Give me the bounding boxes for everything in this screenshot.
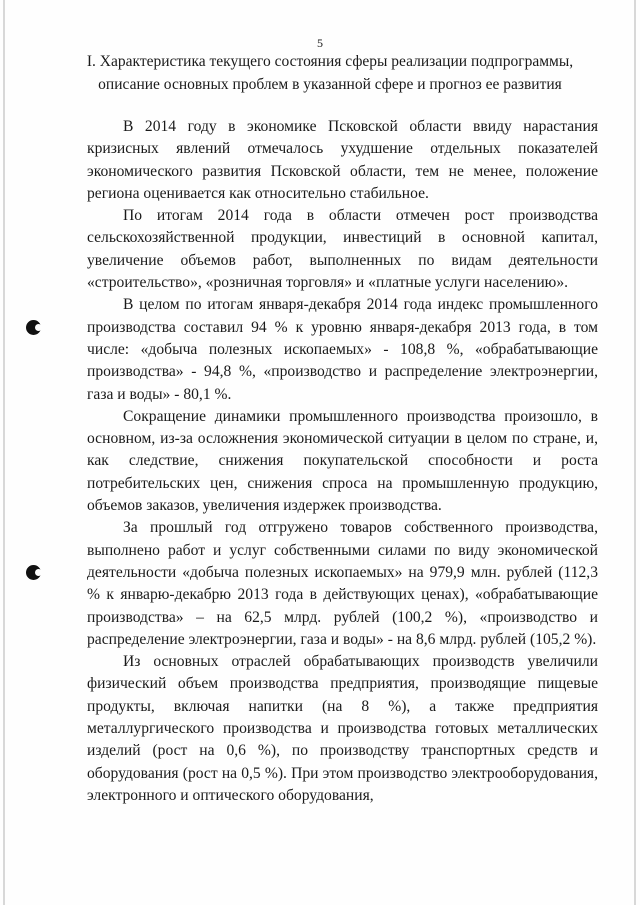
paragraph: Сокращение динамики промышленного производства произошло, в основном, из-за осложнения экономической ситуации в целом по стране, и, как следствие, снижения покупательской способности и роста потребительских цен, снижения спроса на промышленную продукцию, объемов заказов, увеличения издержек производства.: [87, 407, 598, 515]
page-number: 5: [317, 36, 323, 50]
punch-hole-top: [26, 320, 41, 335]
body-text: [87, 116, 598, 807]
paragraph: За прошлый год отгружено товаров собственного производства, выполнено работ и услуг собственными силами по виду экономической деятельности «добыча полезных ископаемых» на 979,9 млн. рублей (112,3 % к январю-декабрю 2013 года в действующих ценах), «обрабатывающие производства» – на 62,5 млрд. рублей (100,2 %), «производство и распределение электроэнергии, газа и воды» - на 8,6 млрд. рублей (105,2 %).: [87, 519, 598, 648]
paragraph: Из основных отраслей обрабатывающих производств увеличили физический объем производства предприятия, производящие пищевые продукты, включая напитки (на 8 %), а также предприятия металлургического производства и производства готовых металлических изделий (рост на 0,6 %), по производству транспортных средств и оборудования (рост на 0,5 %). При этом производство электрооборудования, электронного и оптического оборудования,: [87, 653, 598, 804]
page-edge-left: [3, 0, 5, 905]
page-edge-right: [634, 0, 636, 905]
paragraph: По итогам 2014 года в области отмечен рост производства сельскохозяйственной продукции, инвестиций в основной капитал, увеличение объемов работ, выполненных по видам деятельности «строительство», «розничная торговля» и «платные услуги населению».: [87, 207, 598, 292]
section-heading: I. Характеристика текущего состояния сферы реализации подпрограммы, описание основных проблем в указанной сфере и прогноз ее развития: [86, 53, 574, 93]
paragraph: В целом по итогам января-декабря 2014 года индекс промышленного производства составил 94 % к уровню января-декабря 2013 года, в том числе: «добыча полезных ископаемых» - 108,8 %, «обрабатывающие производства» - 94,8 %, «производство и распределение электроэнергии, газа и воды» - 80,1 %.: [87, 296, 598, 403]
paragraph: В 2014 году в экономике Псковской области ввиду нарастания кризисных явлений отмечалось ухудшение отдельных показателей экономического развития Псковской области, тем не менее, положение региона оценивается как относительно стабильное.: [87, 118, 598, 202]
punch-hole-bottom: [26, 565, 41, 580]
